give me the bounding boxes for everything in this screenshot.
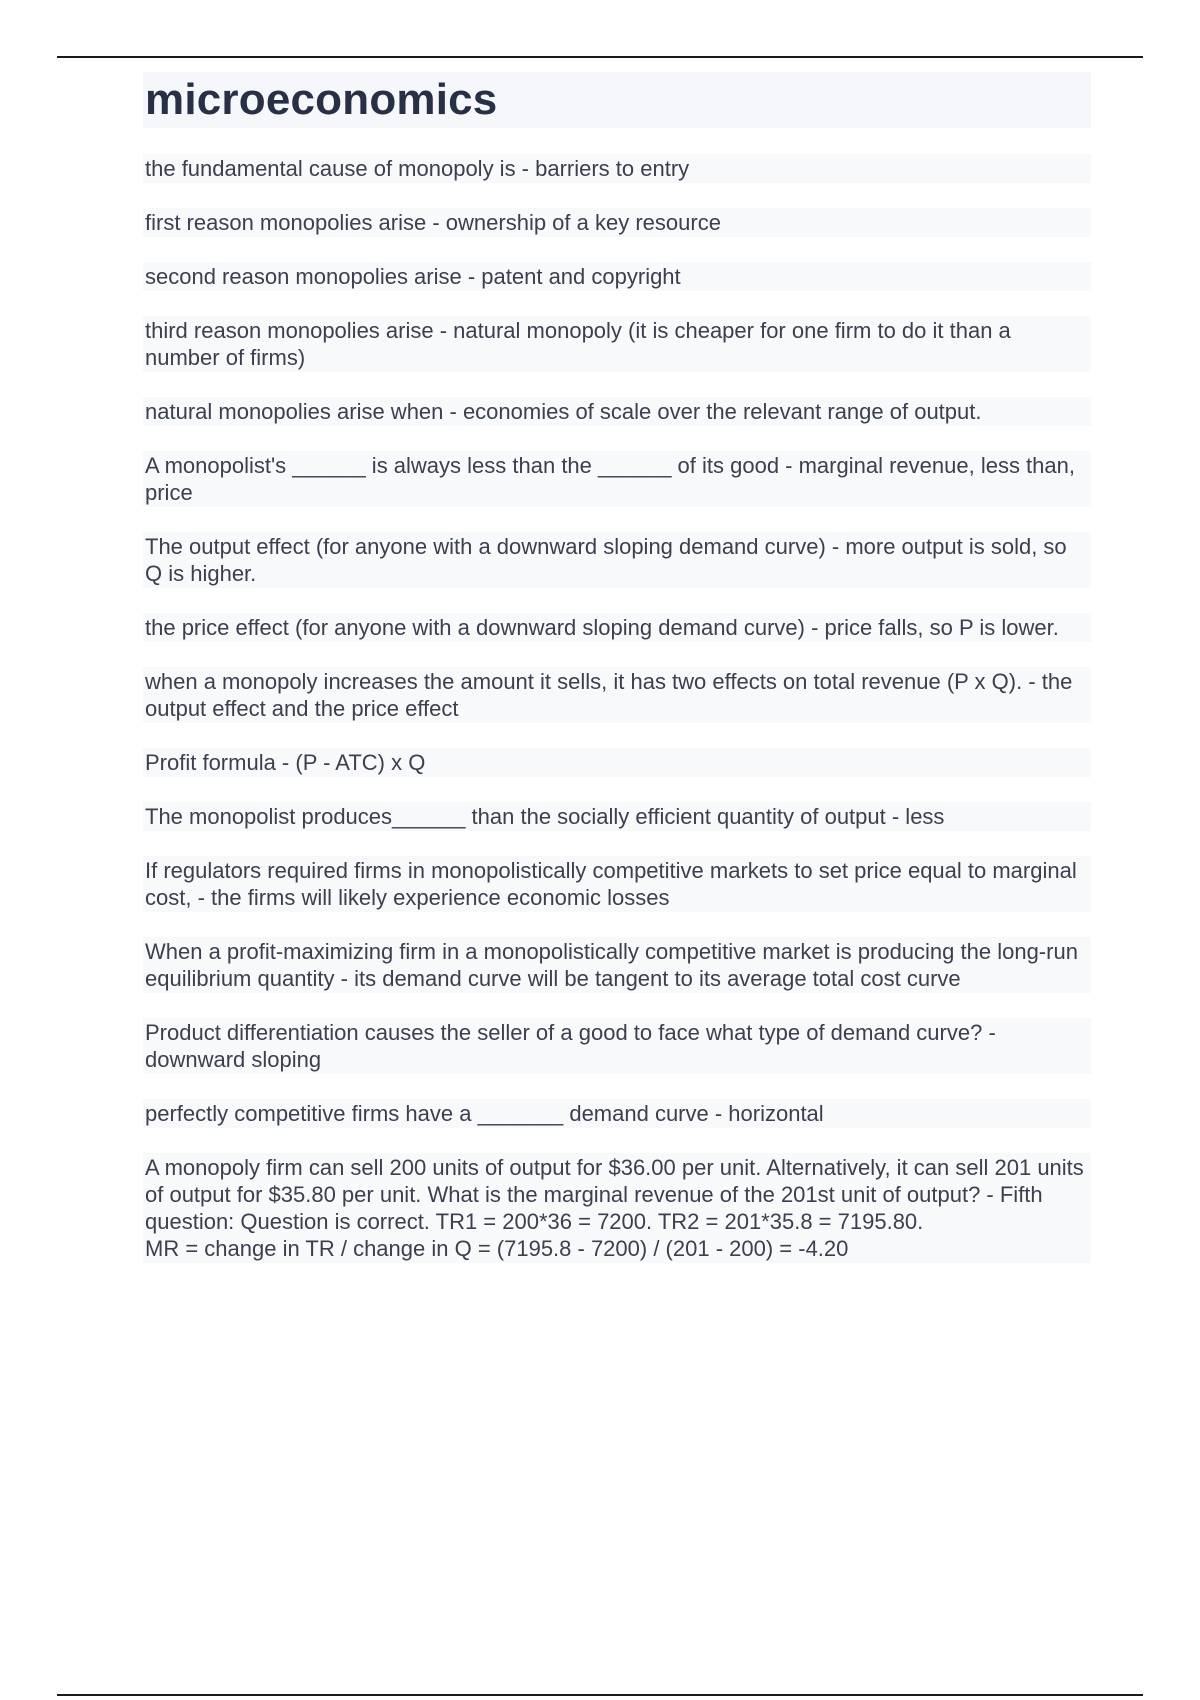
flashcard: If regulators required firms in monopolistically competitive markets to set price equal to marginal cost, - the firms will likely experience economic losses bbox=[143, 856, 1091, 912]
bottom-rule bbox=[57, 1694, 1143, 1696]
document-body bbox=[143, 72, 1091, 1288]
title-bar bbox=[143, 72, 1091, 128]
flashcard: Profit formula - (P - ATC) x Q bbox=[143, 748, 1091, 777]
flashcard-list bbox=[143, 154, 1091, 1263]
flashcard: first reason monopolies arise - ownership of a key resource bbox=[143, 208, 1091, 237]
flashcard: A monopolist's ______ is always less than the ______ of its good - marginal revenue, less than, price bbox=[143, 451, 1091, 507]
flashcard: third reason monopolies arise - natural monopoly (it is cheaper for one firm to do it than a number of firms) bbox=[143, 316, 1091, 372]
flashcard: When a profit-maximizing firm in a monopolistically competitive market is producing the long-run equilibrium quantity - its demand curve will be tangent to its average total cost curve bbox=[143, 937, 1091, 993]
flashcard: second reason monopolies arise - patent and copyright bbox=[143, 262, 1091, 291]
flashcard: The monopolist produces______ than the socially efficient quantity of output - less bbox=[143, 802, 1091, 831]
flashcard: perfectly competitive firms have a _______ demand curve - horizontal bbox=[143, 1099, 1091, 1128]
flashcard: natural monopolies arise when - economies of scale over the relevant range of output. bbox=[143, 397, 1091, 426]
flashcard: The output effect (for anyone with a downward sloping demand curve) - more output is sold, so Q is higher. bbox=[143, 532, 1091, 588]
document-title: microeconomics bbox=[145, 75, 498, 124]
flashcard: the price effect (for anyone with a downward sloping demand curve) - price falls, so P is lower. bbox=[143, 613, 1091, 642]
top-rule bbox=[57, 56, 1143, 58]
flashcard: A monopoly firm can sell 200 units of output for $36.00 per unit. Alternatively, it can sell 201 units of output for $35.80 per unit. What is the marginal revenue of the 201st unit of output? - Fifth question: Question is correct. TR1 = 200*36 = 7200. TR2 = 201*35.8 = 7195.80. MR = change in TR / change in Q = (7195.8 - 7200) / (201 - 200) = -4.20 bbox=[143, 1153, 1091, 1263]
flashcard: Product differentiation causes the seller of a good to face what type of demand curve? - downward sloping bbox=[143, 1018, 1091, 1074]
flashcard: the fundamental cause of monopoly is - barriers to entry bbox=[143, 154, 1091, 183]
flashcard: when a monopoly increases the amount it sells, it has two effects on total revenue (P x Q). - the output effect and the price effect bbox=[143, 667, 1091, 723]
